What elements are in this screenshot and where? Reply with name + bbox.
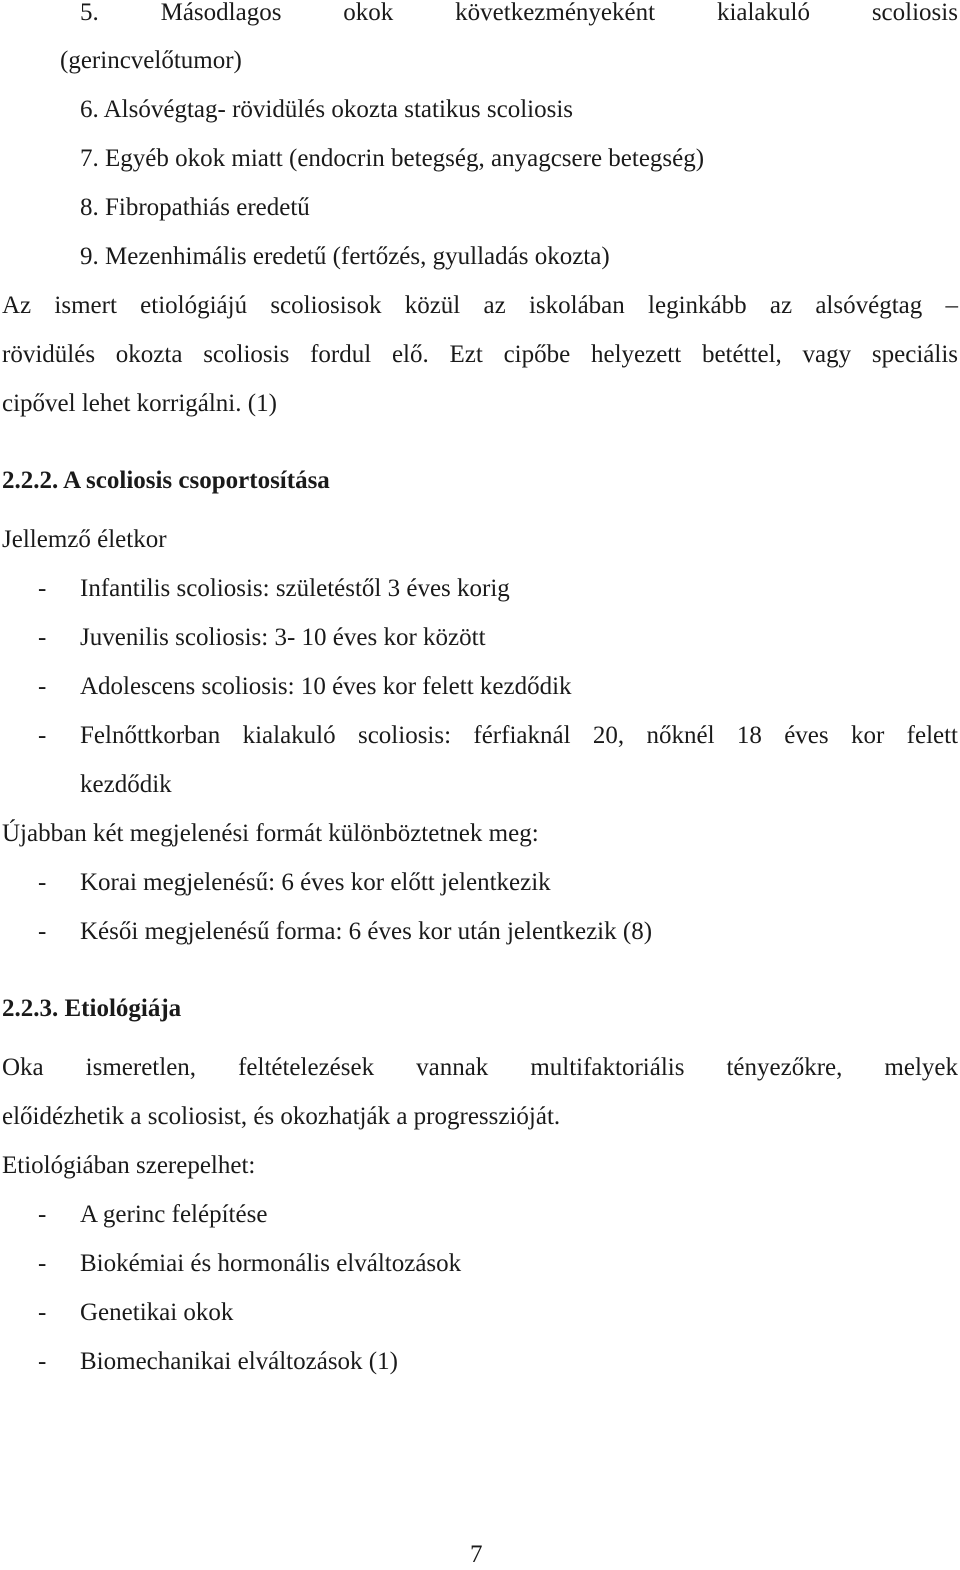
dash-bullet: - (38, 869, 47, 896)
list-item-6: 6. Alsóvégtag- rövidülés okozta statikus scoliosis (80, 96, 574, 123)
etiology-paragraph-line-1: Oka ismeretlen, feltételezések vannak multifaktoriális tényezőkre, melyek (2, 1054, 958, 1081)
paragraph-1-line-3: cipővel lehet korrigálni. (1) (2, 390, 277, 417)
age-list-item-text: Adolescens scoliosis: 10 éves kor felett kezdődik (80, 673, 572, 700)
form-list-item-text: Késői megjelenésű forma: 6 éves kor után jelentkezik (8) (80, 918, 653, 945)
subheading-age: Jellemző életkor (2, 526, 167, 553)
etiology-list-item-text: Genetikai okok (80, 1299, 234, 1326)
section-heading-2-2-3: 2.2.3. Etiológiája (2, 995, 182, 1022)
etiology-list-item-text: Biomechanikai elváltozások (1) (80, 1348, 398, 1375)
forms-intro: Újabban két megjelenési formát különböztetnek meg: (2, 820, 539, 847)
form-list-item-text: Korai megjelenésű: 6 éves kor előtt jelentkezik (80, 869, 551, 896)
list-item-5-word: Másodlagos (160, 0, 282, 26)
list-item-7: 7. Egyéb okok miatt (endocrin betegség, anyagcsere betegség) (80, 145, 705, 172)
dash-bullet: - (38, 1250, 47, 1277)
age-list-item-continuation: kezdődik (80, 771, 172, 798)
dash-bullet: - (38, 624, 47, 651)
etiology-list-item-text: A gerinc felépítése (80, 1201, 268, 1228)
list-item-5-number: 5. (80, 0, 99, 26)
list-item-5-word: okok (343, 0, 394, 26)
paragraph-1-line-2: rövidülés okozta scoliosis fordul elő. Ezt cipőbe helyezett betéttel, vagy speciális (2, 341, 958, 368)
paragraph-1-line-1: Az ismert etiológiájú scoliosisok közül az iskolában leginkább az alsóvégtag – (2, 292, 958, 319)
dash-bullet: - (38, 1201, 47, 1228)
list-item-5-continuation: (gerincvelőtumor) (60, 47, 242, 74)
dash-bullet: - (38, 1299, 47, 1326)
dash-bullet: - (38, 918, 47, 945)
list-item-9: 9. Mezenhimális eredetű (fertőzés, gyulladás okozta) (80, 243, 610, 270)
age-list-item-text: Juvenilis scoliosis: 3- 10 éves kor között (80, 624, 486, 651)
list-item-8: 8. Fibropathiás eredetű (80, 194, 310, 221)
dash-bullet: - (38, 673, 47, 700)
etiology-intro: Etiológiában szerepelhet: (2, 1152, 256, 1179)
dash-bullet: - (38, 575, 47, 602)
page-number: 7 (470, 1541, 483, 1568)
age-list-item-text: Infantilis scoliosis: születéstől 3 éves korig (80, 575, 510, 602)
dash-bullet: - (38, 722, 47, 749)
list-item-5-word: scoliosis (871, 0, 958, 26)
etiology-paragraph-line-2: előidézhetik a scoliosist, és okozhatják a progresszióját. (2, 1103, 561, 1130)
dash-bullet: - (38, 1348, 47, 1375)
list-item-5-word: kialakuló (716, 0, 810, 26)
etiology-list-item-text: Biokémiai és hormonális elváltozások (80, 1250, 462, 1277)
list-item-5-word: következményeként (455, 0, 656, 26)
list-item-5 (80, 0, 958, 28)
section-heading-2-2-2: 2.2.2. A scoliosis csoportosítása (2, 467, 330, 494)
age-list-item-text: Felnőttkorban kialakuló scoliosis: férfiaknál 20, nőknél 18 éves kor felett (80, 722, 958, 749)
